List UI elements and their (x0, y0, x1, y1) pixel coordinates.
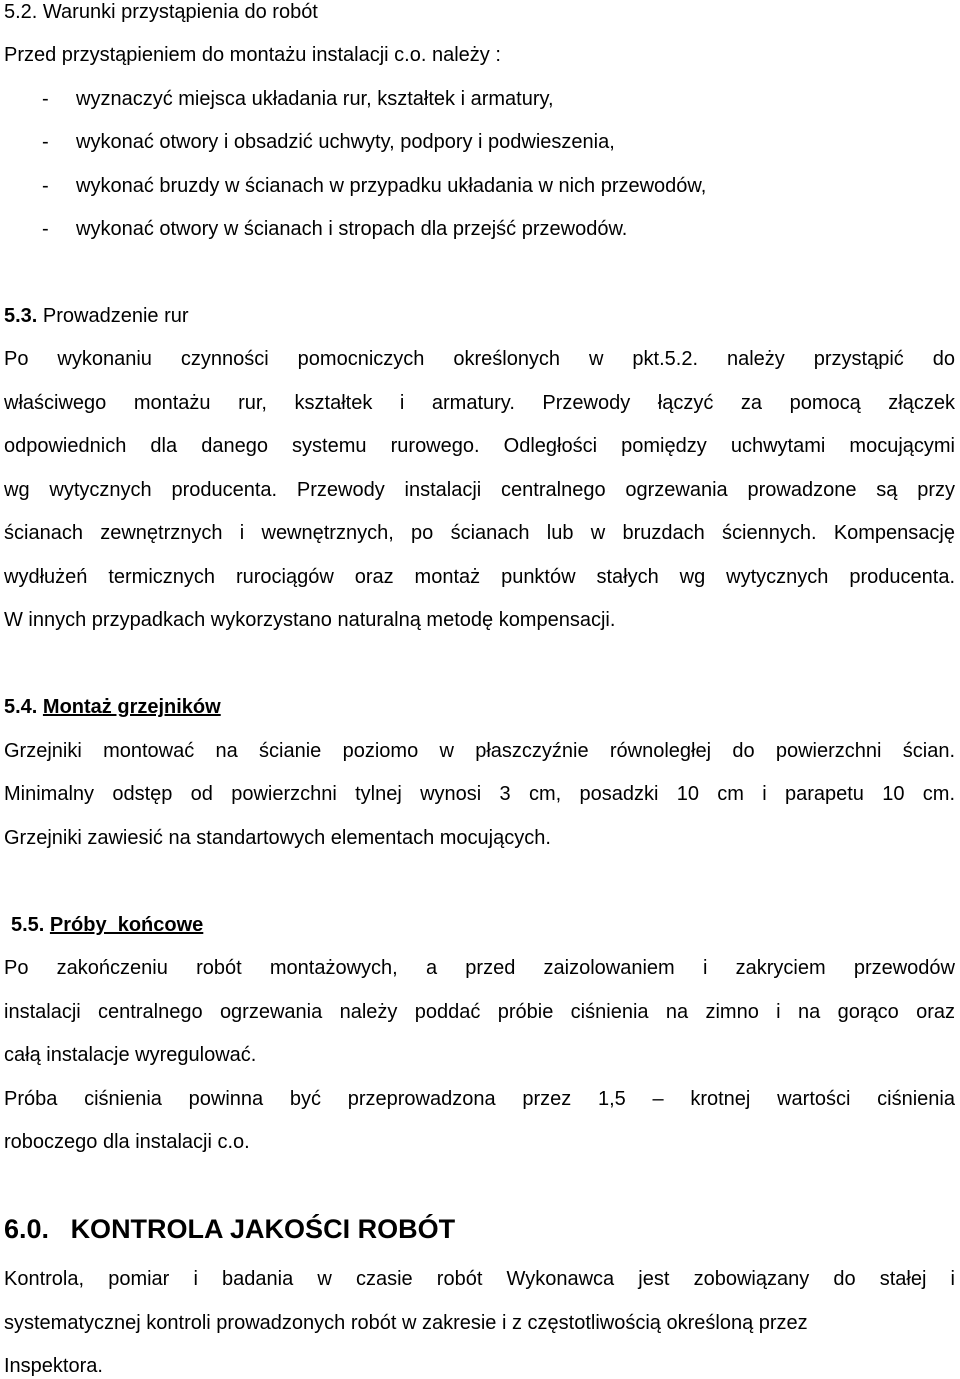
bullet-text: wykonać otwory w ścianach i stropach dla przejść przewodów. (76, 218, 628, 240)
paragraph-line: odpowiednich dla danego systemu rurowego. Odległości pomiędzy uchwytami mocującymi (4, 435, 955, 457)
paragraph-line: wg wytycznych producenta. Przewody instalacji centralnego ogrzewania prowadzone są przy (4, 479, 955, 501)
paragraph-line: ścianach zewnętrznych i wewnętrznych, po ścianach lub w bruzdach ściennych. Kompensację (4, 522, 955, 544)
bullet-marker: - (42, 88, 49, 110)
paragraph-line: całą instalacje wyregulować. (4, 1044, 257, 1066)
bullet-marker: - (42, 131, 49, 153)
bullet-marker: - (42, 175, 49, 197)
bullet-text: wyznaczyć miejsca układania rur, kształtek i armatury, (76, 88, 554, 110)
paragraph-line: Kontrola, pomiar i badania w czasie robót Wykonawca jest zobowiązany do stałej i (4, 1268, 955, 1290)
section-title: Prowadzenie rur (42, 305, 189, 327)
paragraph-line: Grzejniki montować na ścianie poziomo w płaszczyźnie równoległej do powierzchni ścian. (4, 740, 955, 762)
section-number: 5.4. (4, 696, 38, 718)
section-number: 5.3. (4, 305, 38, 327)
bullet-text: wykonać otwory i obsadzić uchwyty, podpory i podwieszenia, (76, 131, 615, 153)
bullet-item (4, 87, 554, 111)
bullet-item (4, 130, 615, 154)
section-5-2-intro: Przed przystąpieniem do montażu instalacji c.o. należy : (4, 44, 501, 66)
bullet-item (4, 217, 627, 241)
paragraph-line: instalacji centralnego ogrzewania należy poddać próbie ciśnienia na zimno i na gorąco oraz (4, 1001, 955, 1023)
bullet-text: wykonać bruzdy w ścianach w przypadku układania w nich przewodów, (76, 175, 707, 197)
paragraph-line: roboczego dla instalacji c.o. (4, 1131, 250, 1153)
paragraph-line: wydłużeń termicznych rurociągów oraz montaż punktów stałych wg wytycznych producenta. (4, 566, 955, 588)
section-5-3-heading (4, 304, 189, 328)
paragraph-line: W innych przypadkach wykorzystano naturalną metodę kompensacji. (4, 609, 616, 631)
section-number: 5.5. (11, 914, 45, 936)
paragraph-line: Minimalny odstęp od powierzchni tylnej wynosi 3 cm, posadzki 10 cm i parapetu 10 cm. (4, 783, 955, 805)
paragraph-line: Próba ciśnienia powinna być przeprowadzona przez 1,5 – krotnej wartości ciśnienia (4, 1088, 955, 1110)
section-number: 6.0. (4, 1214, 50, 1244)
bullet-item (4, 174, 706, 198)
section-title: KONTROLA JAKOŚCI ROBÓT (70, 1214, 456, 1244)
bullet-marker: - (42, 218, 49, 240)
section-5-4-heading (4, 695, 221, 719)
paragraph-line: Po wykonaniu czynności pomocniczych określonych w pkt.5.2. należy przystąpić do (4, 348, 955, 370)
section-6-0-heading (4, 1214, 455, 1244)
paragraph-line: Inspektora. (4, 1355, 103, 1377)
section-5-2-heading: 5.2. Warunki przystąpienia do robót (4, 1, 318, 23)
paragraph-line: systematycznej kontroli prowadzonych robót w zakresie i z częstotliwością określoną przez (4, 1312, 808, 1334)
section-title: Montaż grzejników (42, 696, 221, 718)
paragraph-line: Grzejniki zawiesić na standartowych elementach mocujących. (4, 827, 551, 849)
section-title: Próby końcowe (49, 914, 204, 936)
paragraph-line: Po zakończeniu robót montażowych, a przed zaizolowaniem i zakryciem przewodów (4, 957, 955, 979)
section-5-5-heading (11, 913, 203, 937)
paragraph-line: właściwego montażu rur, kształtek i armatury. Przewody łączyć za pomocą złączek (4, 392, 955, 414)
